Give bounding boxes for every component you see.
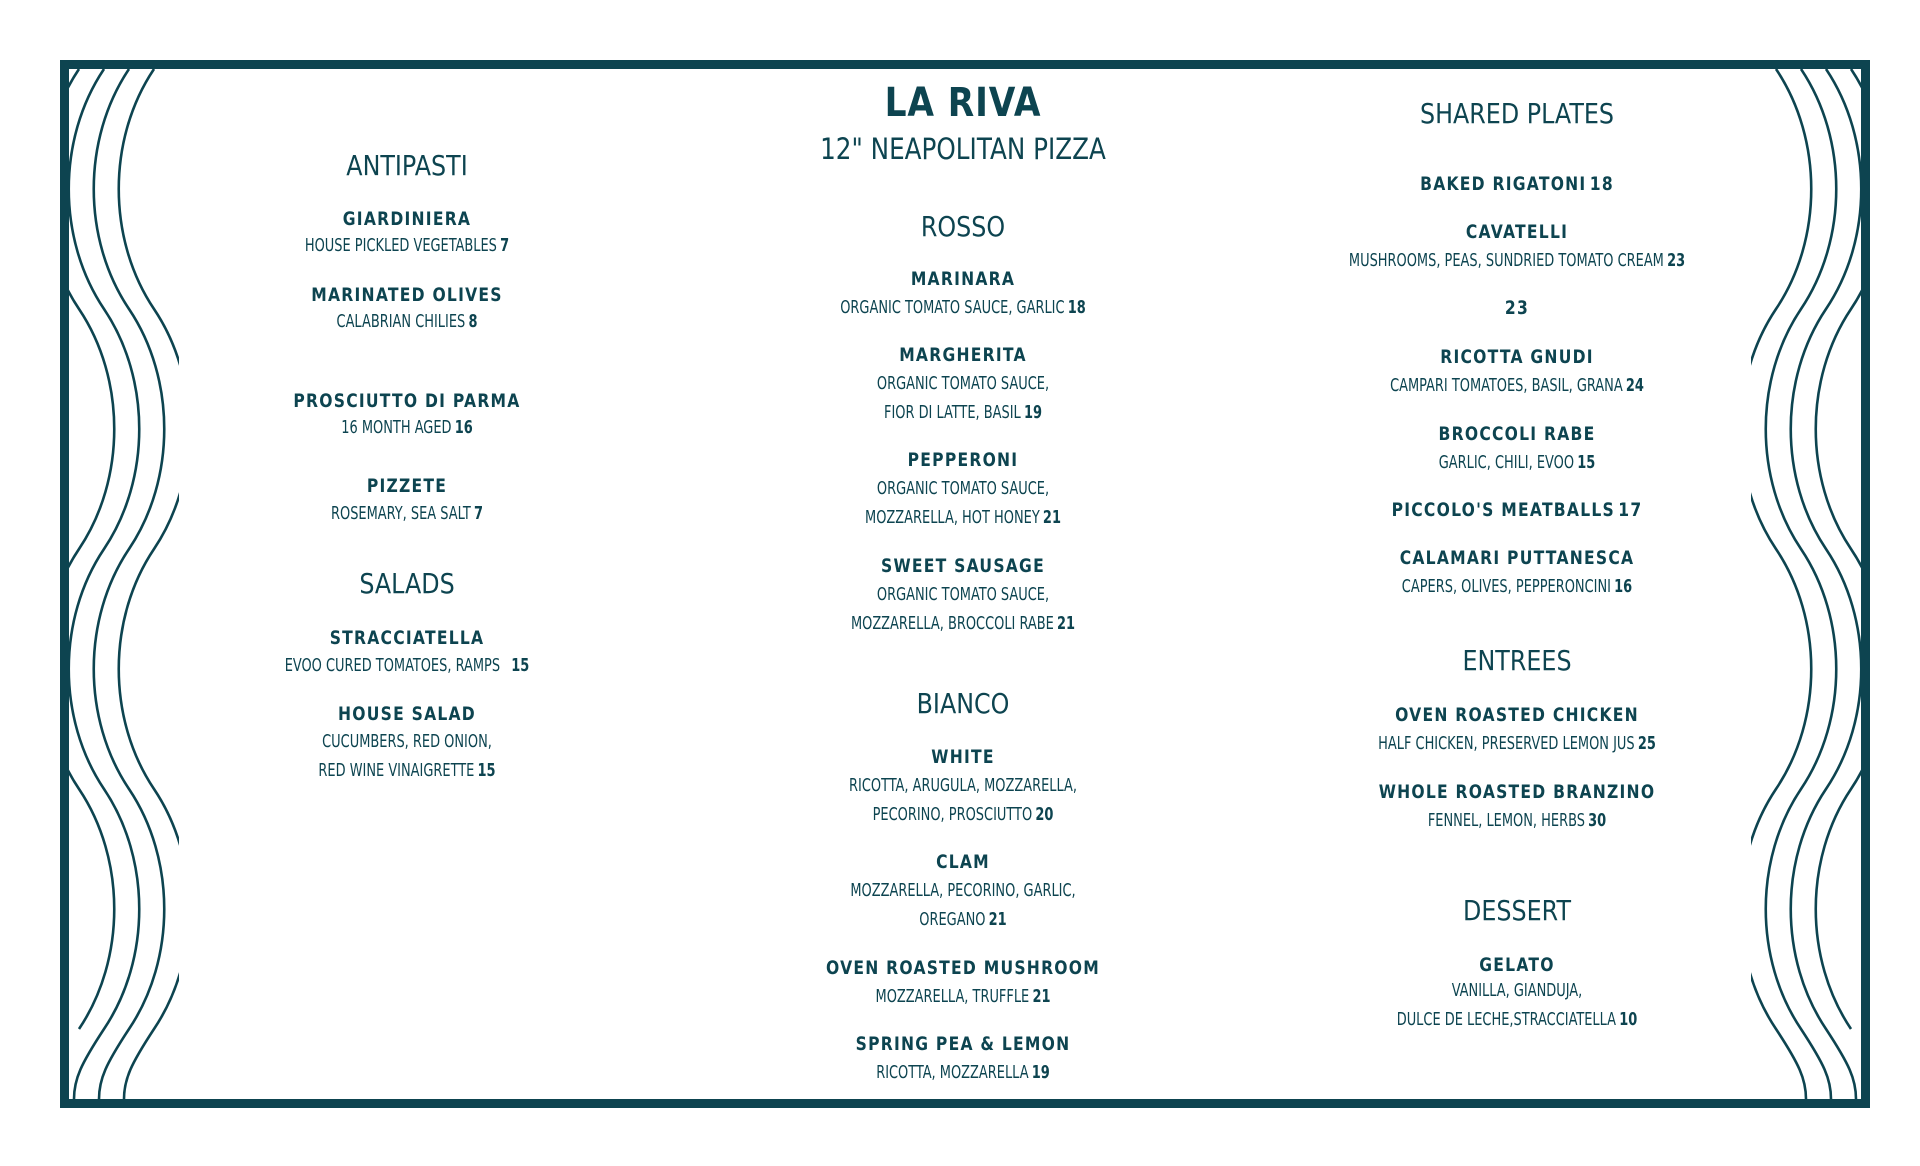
item-desc-calamari-puttanesca: CAPERS, OLIVES, PEPPERONCINI 16 (1401, 576, 1633, 597)
item-price: 19 (1031, 1062, 1050, 1083)
item-desc-sweet-sausage-line2: MOZZARELLA, BROCCOLI RABE 21 (850, 613, 1076, 634)
item-desc-giardiniera: HOUSE PICKLED VEGETABLES 7 (304, 235, 510, 256)
section-title-shared-plates: SHARED PLATES (1419, 97, 1615, 130)
item-desc-pepperoni-line1: ORGANIC TOMATO SAUCE, (876, 478, 1050, 499)
item-piccolos-meatballs: PICCOLO'S MEATBALLS 17 (1391, 499, 1643, 521)
item-name-ricotta-gnudi: RICOTTA GNUDI (1440, 346, 1594, 368)
item-desc-white-line2: PECORINO, PROSCIUTTO 20 (872, 804, 1054, 825)
item-price: 21 (988, 909, 1007, 930)
item-desc-prosciutto: 16 MONTH AGED 16 (341, 417, 473, 438)
item-desc-cavatelli: MUSHROOMS, PEAS, SUNDRIED TOMATO CREAM 23 (1348, 250, 1686, 271)
item-desc-gelato-line1: VANILLA, GIANDUJA, (1451, 980, 1583, 1001)
item-price: 16 (1614, 576, 1633, 597)
item-name-broccoli-rabe: BROCCOLI RABE (1438, 423, 1596, 445)
item-name-marinated-olives: MARINATED OLIVES (311, 284, 503, 306)
item-desc-ricotta-gnudi: CAMPARI TOMATOES, BASIL, GRANA 24 (1390, 375, 1644, 396)
item-desc-broccoli-rabe: GARLIC, CHILI, EVOO 15 (1438, 452, 1596, 473)
item-name-house-salad: HOUSE SALAD (338, 703, 476, 725)
brand-title: LA RIVA (884, 80, 1042, 126)
section-title-bianco: BIANCO (916, 687, 1010, 720)
section-title-rosso: ROSSO (920, 210, 1006, 243)
item-price: 21 (1042, 507, 1061, 528)
item-desc-spring-pea-lemon: RICOTTA, MOZZARELLA 19 (876, 1062, 1050, 1083)
item-desc-marinated-olives: CALABRIAN CHILIES 8 (336, 311, 478, 332)
section-title-entrees: ENTREES (1462, 644, 1572, 677)
item-name-cavatelli: CAVATELLI (1465, 221, 1569, 243)
item-name-oven-roasted-mushroom: OVEN ROASTED MUSHROOM (826, 957, 1100, 979)
item-name-whole-roasted-branzino: WHOLE ROASTED BRANZINO (1378, 781, 1656, 803)
item-price: 15 (477, 760, 496, 781)
item-price: 24 (1625, 375, 1644, 396)
item-price: 30 (1588, 810, 1607, 831)
item-price: 8 (468, 311, 478, 332)
item-price: 17 (1618, 499, 1643, 521)
right-wave-decoration (1751, 69, 1861, 1099)
item-name-white: WHITE (931, 746, 995, 768)
item-price: 19 (1023, 402, 1042, 423)
item-desc-clam-line1: MOZZARELLA, PECORINO, GARLIC, (850, 880, 1076, 901)
item-price: 7 (500, 235, 510, 256)
item-name-pizzete: PIZZETE (366, 475, 448, 497)
item-desc-pepperoni-line2: MOZZARELLA, HOT HONEY 21 (865, 507, 1061, 528)
item-price: 18 (1589, 173, 1614, 195)
item-price: 15 (1577, 452, 1596, 473)
item-price: 20 (1035, 804, 1054, 825)
item-name-giardiniera: GIARDINIERA (342, 208, 472, 230)
item-name-marinara: MARINARA (910, 268, 1016, 290)
item-price: 25 (1637, 733, 1656, 754)
brand-subtitle: 12" NEAPOLITAN PIZZA (820, 132, 1106, 166)
item-price: 10 (1619, 1009, 1638, 1030)
item-name-oven-roasted-chicken: OVEN ROASTED CHICKEN (1395, 704, 1639, 726)
item-desc-whole-roasted-branzino: FENNEL, LEMON, HERBS 30 (1427, 810, 1607, 831)
item-name-sweet-sausage: SWEET SAUSAGE (881, 555, 1045, 577)
item-desc-oven-roasted-chicken: HALF CHICKEN, PRESERVED LEMON JUS 25 (1378, 733, 1656, 754)
item-desc-margherita-line2: FIOR DI LATTE, BASIL 19 (884, 402, 1042, 423)
item-price: 23 (1667, 250, 1686, 271)
section-title-salads: SALADS (359, 567, 455, 600)
item-desc-house-salad-line2: RED WINE VINAIGRETTE 15 (318, 760, 496, 781)
section-title-dessert: DESSERT (1463, 894, 1571, 927)
item-desc-sweet-sausage-line1: ORGANIC TOMATO SAUCE, (876, 584, 1050, 605)
item-name-calamari-puttanesca: CALAMARI PUTTANESCA (1399, 547, 1635, 569)
left-wave-decoration (69, 69, 179, 1099)
item-desc-clam-line2: OREGANO 21 (919, 909, 1007, 930)
item-desc-marinara: ORGANIC TOMATO SAUCE, GARLIC 18 (840, 297, 1086, 318)
item-price-extra: 23 (1504, 297, 1530, 319)
item-desc-gelato-line2: DULCE DE LECHE,STRACCIATELLA 10 (1396, 1009, 1638, 1030)
item-price: 21 (1032, 986, 1051, 1007)
item-name-spring-pea-lemon: SPRING PEA & LEMON (855, 1033, 1071, 1055)
item-desc-stracciatella: EVOO CURED TOMATOES, RAMPS 15 (284, 655, 530, 676)
item-price: 18 (1067, 297, 1086, 318)
section-title-antipasti: ANTIPASTI (346, 149, 468, 182)
item-price: 16 (454, 417, 473, 438)
item-name-stracciatella: STRACCIATELLA (329, 627, 485, 649)
item-desc-oven-roasted-mushroom: MOZZARELLA, TRUFFLE 21 (875, 986, 1051, 1007)
item-price: 21 (1057, 613, 1076, 634)
item-name-pepperoni: PEPPERONI (907, 449, 1019, 471)
item-desc-pizzete: ROSEMARY, SEA SALT 7 (331, 503, 483, 524)
item-name-gelato: GELATO (1479, 954, 1555, 976)
item-desc-white-line1: RICOTTA, ARUGULA, MOZZARELLA, (849, 775, 1077, 796)
item-baked-rigatoni: BAKED RIGATONI 18 (1420, 173, 1614, 195)
item-name-clam: CLAM (936, 851, 990, 873)
item-name-margherita: MARGHERITA (899, 344, 1027, 366)
item-name-prosciutto: PROSCIUTTO DI PARMA (293, 390, 521, 412)
item-desc-house-salad-line1: CUCUMBERS, RED ONION, (322, 731, 492, 752)
item-desc-margherita-line1: ORGANIC TOMATO SAUCE, (876, 373, 1050, 394)
item-price: 15 (511, 655, 530, 676)
item-price: 7 (473, 503, 483, 524)
